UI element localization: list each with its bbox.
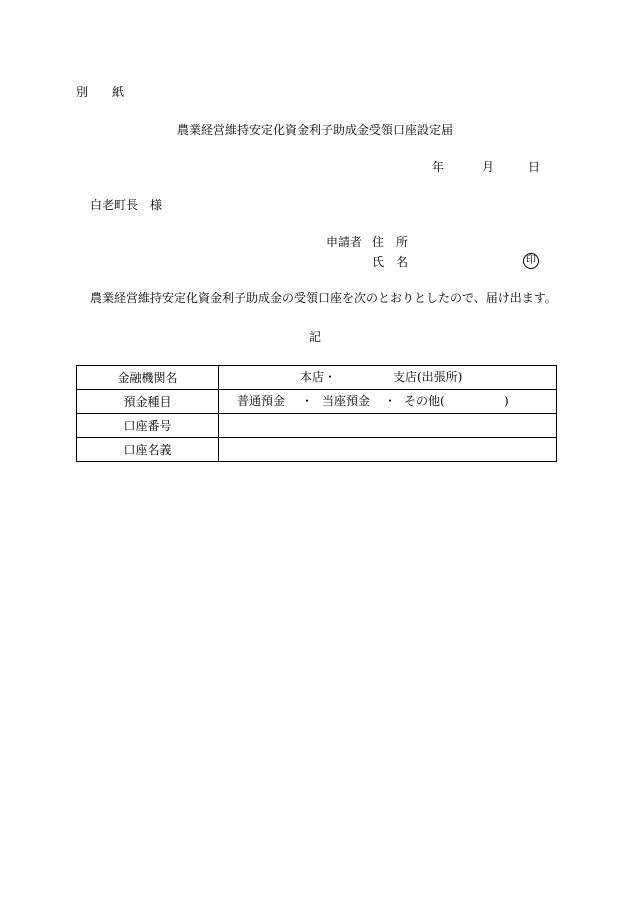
date-year-label: 年: [432, 160, 445, 174]
ordinary-deposit-option[interactable]: 普通預金: [237, 394, 286, 408]
bank-name-cell[interactable]: [219, 366, 557, 390]
branch-text: 支店(出張所): [393, 370, 463, 384]
date-month-label: 月: [482, 160, 495, 174]
table-row-account-number: [77, 414, 557, 438]
table-row-account-holder: [77, 438, 557, 462]
separator-dot: ・: [384, 394, 397, 408]
ki-heading: 記: [308, 330, 321, 344]
deposit-type-label: 預金種目: [77, 390, 219, 414]
table-row-bank: [77, 366, 557, 390]
other-close-paren: ): [504, 394, 509, 408]
account-number-field[interactable]: [219, 414, 557, 438]
statement-text: 農業経営維持安定化資金利子助成金の受領口座を次のとおりとしたので、届け出ます。: [90, 291, 557, 305]
account-table: [76, 365, 557, 462]
head-office-text: 本店・: [300, 370, 337, 384]
account-number-label: 口座番号: [77, 414, 219, 438]
applicant-label: 申請者: [326, 235, 363, 249]
date-day-label: 日: [528, 160, 541, 174]
address-label: 住 所: [372, 235, 409, 249]
name-label: 氏 名: [372, 255, 409, 269]
document-title: 農業経営維持安定化資金利子助成金受領口座設定届: [176, 123, 453, 137]
current-deposit-option[interactable]: 当座預金: [322, 394, 371, 408]
account-holder-field[interactable]: [219, 438, 557, 462]
seal-mark: 印: [523, 253, 539, 269]
bank-name-label: 金融機関名: [77, 366, 219, 390]
attachment-label: 別 紙: [76, 85, 131, 99]
other-deposit-option[interactable]: その他(: [404, 394, 445, 408]
separator-dot: ・: [301, 394, 314, 408]
table-row-deposit-type: [77, 390, 557, 414]
addressee: 白老町長 様: [90, 198, 163, 212]
account-holder-label: 口座名義: [77, 438, 219, 462]
deposit-type-cell[interactable]: [219, 390, 557, 414]
